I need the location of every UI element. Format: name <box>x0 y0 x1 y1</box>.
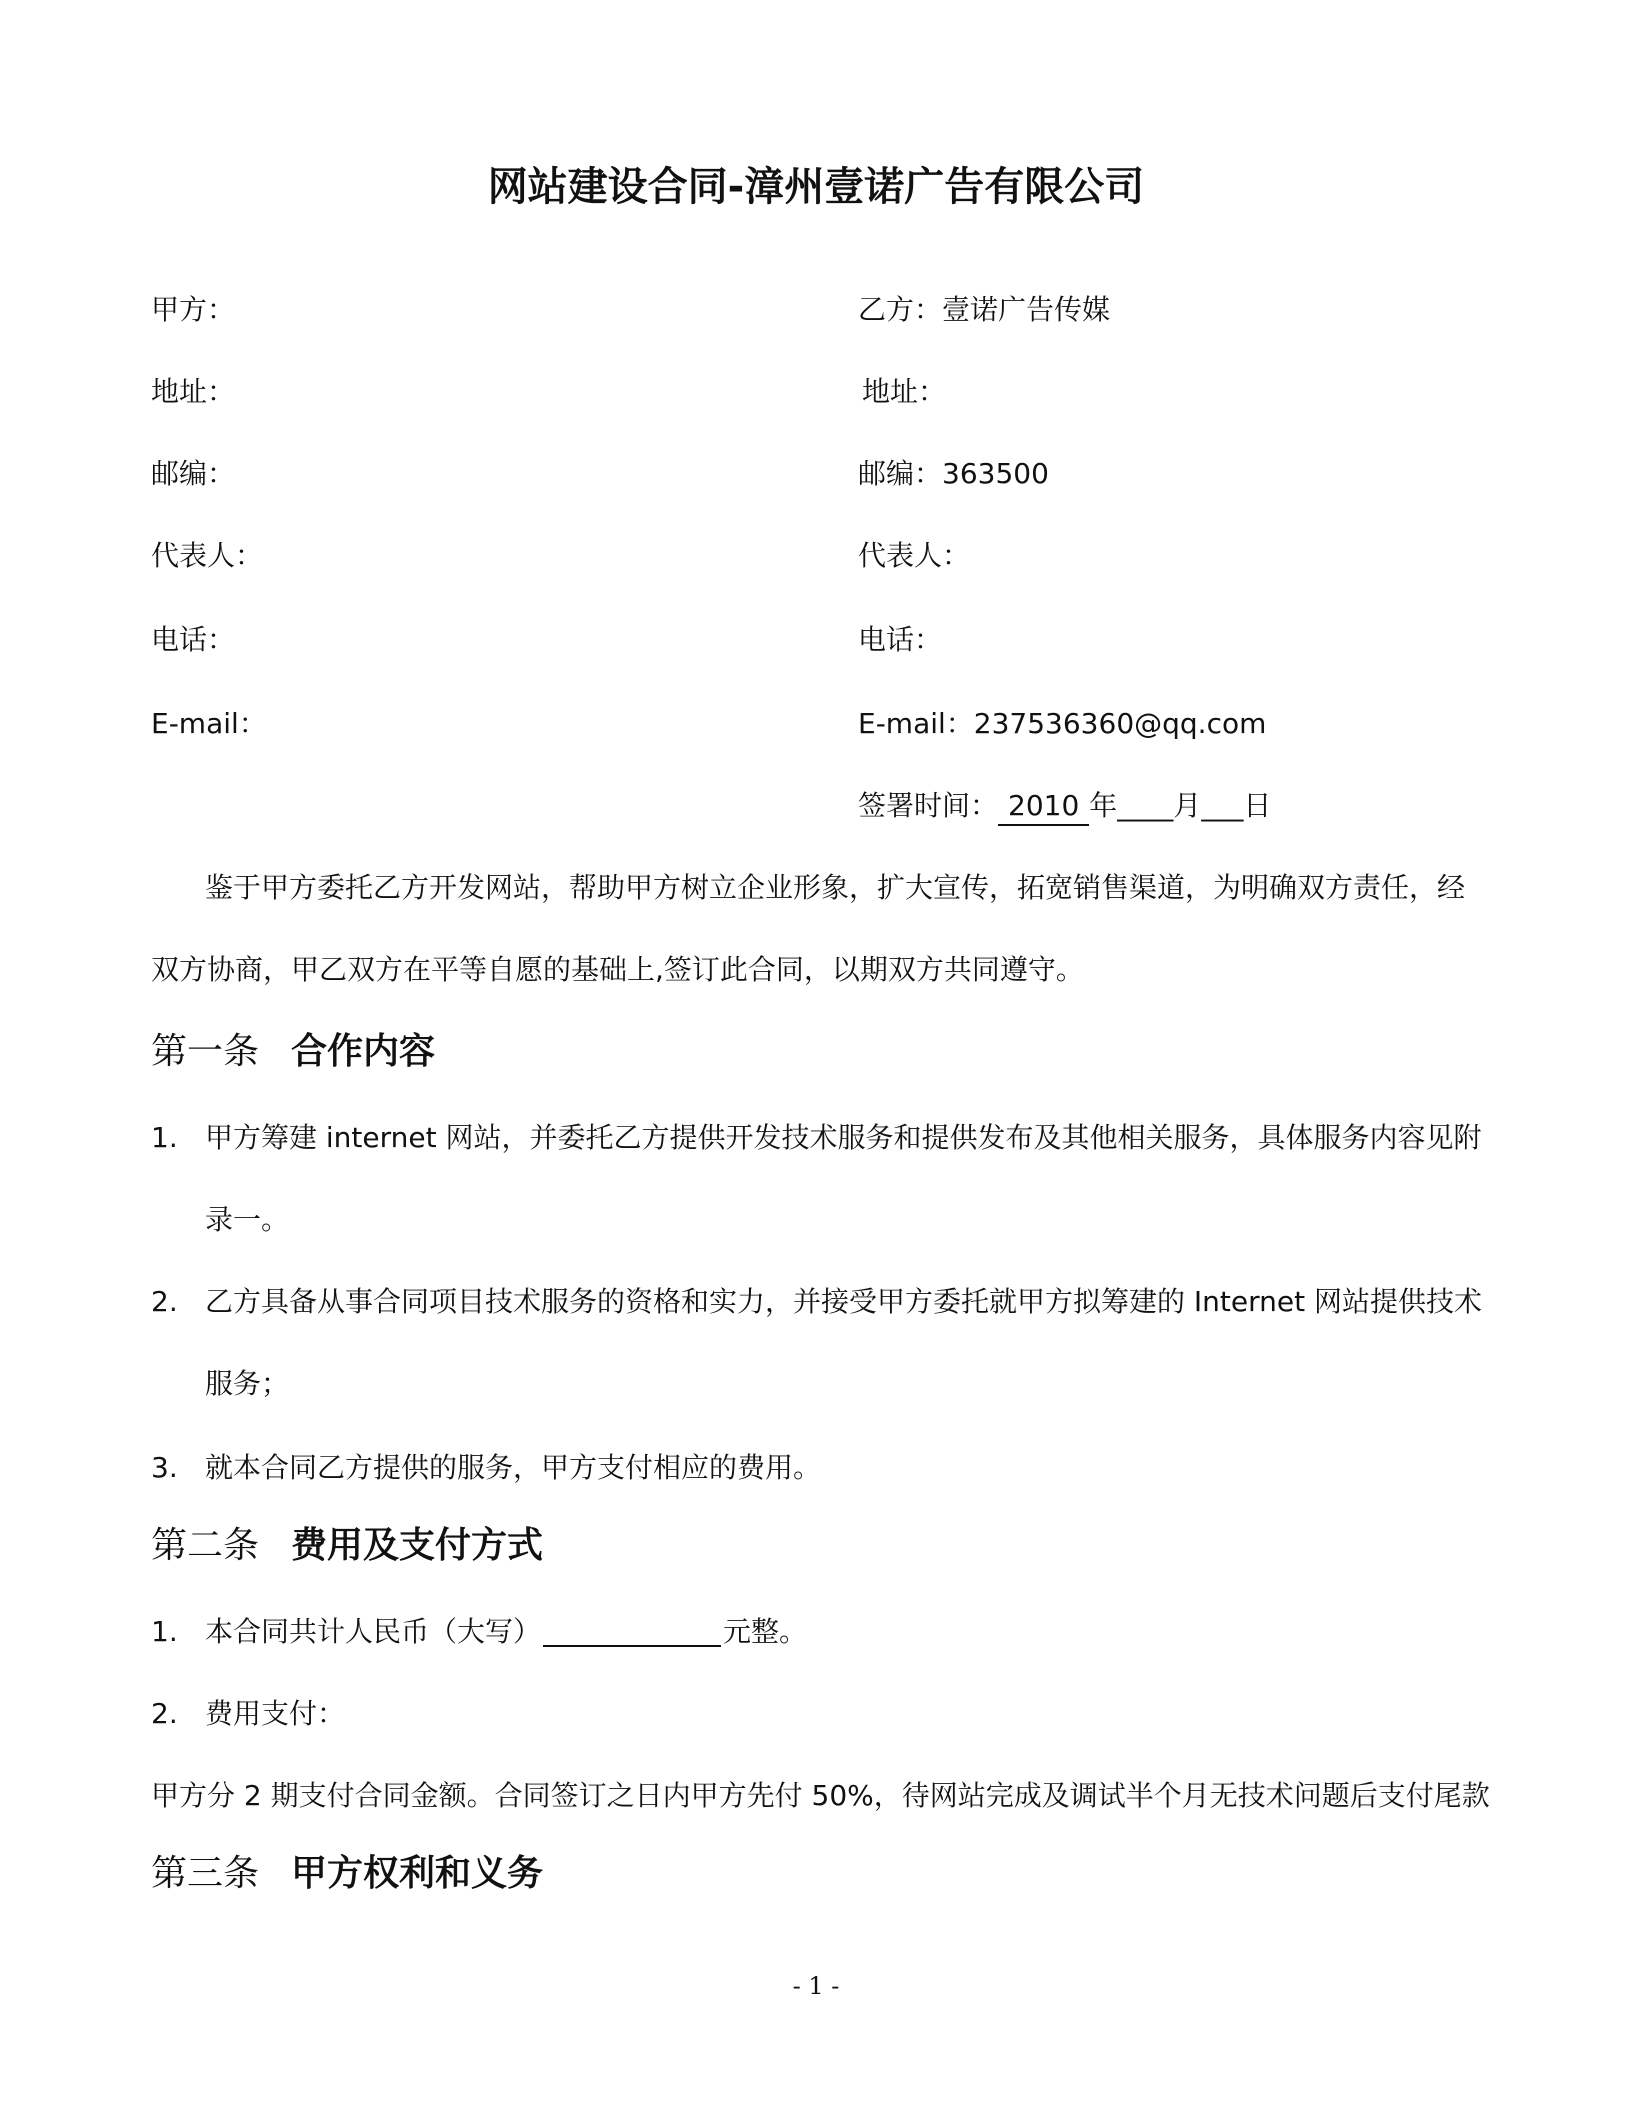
article-2-item-1-text: 本合同共计人民币（大写） <box>205 1615 542 1648</box>
article-1-item-2-line-2: 服务； <box>205 1367 290 1400</box>
signing-year-unit: 年 <box>1089 789 1118 822</box>
signing-date-line <box>858 788 1271 826</box>
article-2-item-2-text: 费用支付： <box>205 1697 346 1730</box>
party-b-email-label: E-mail： <box>858 707 974 740</box>
article-1-item-3-line-1: 就本合同乙方提供的服务，甲方支付相应的费用。 <box>205 1451 822 1484</box>
article-1-item-3-number: 3. <box>151 1451 178 1484</box>
party-a-label: 甲方： <box>151 293 236 326</box>
article-1-item-1-line-1: 甲方筹建 internet 网站，并委托乙方提供开发技术服务和提供发布及其他相关服务，具体服务内容见附 <box>205 1121 1482 1154</box>
article-2-item-1-suffix: 元整。 <box>723 1615 808 1648</box>
article-1-item-1-number: 1. <box>151 1121 178 1154</box>
party-b-address-label: 地址： <box>862 375 947 408</box>
article-1-item-2-line-1: 乙方具备从事合同项目技术服务的资格和实力，并接受甲方委托就甲方拟筹建的 Internet 网站提供技术 <box>205 1285 1482 1318</box>
signing-day-unit: 日 <box>1243 789 1272 822</box>
party-b-email: 237536360@qq.com <box>973 707 1267 740</box>
party-b-name-line <box>858 292 1110 328</box>
article-2-name: 费用及支付方式 <box>291 1525 544 1566</box>
party-b-label: 乙方： <box>858 293 943 326</box>
signing-month-blank: ____ <box>1117 789 1174 822</box>
party-a-phone-label: 电话： <box>151 623 236 656</box>
party-b-phone-label: 电话： <box>858 623 943 656</box>
signing-year: 2010 <box>998 788 1089 826</box>
article-3-heading <box>151 1852 543 1896</box>
article-1-heading <box>151 1030 435 1074</box>
article-1-name: 合作内容 <box>291 1031 436 1072</box>
intro-line-2: 双方协商，甲乙双方在平等自愿的基础上,签订此合同，以期双方共同遵守。 <box>151 953 1084 986</box>
signing-month-unit: 月 <box>1173 789 1202 822</box>
party-b-name: 壹诺广告传媒 <box>942 293 1111 326</box>
party-b-postcode-line <box>858 456 1049 492</box>
article-2-item-1-number: 1. <box>151 1615 178 1648</box>
party-b-postcode-label: 邮编： <box>858 457 943 490</box>
article-2-item-2-number: 2. <box>151 1697 178 1730</box>
party-a-rep-label: 代表人： <box>151 539 264 572</box>
article-1-item-1-line-2: 录一。 <box>205 1203 290 1236</box>
intro-line-1: 鉴于甲方委托乙方开发网站，帮助甲方树立企业形象，扩大宣传，拓宽销售渠道，为明确双方责任，经 <box>205 871 1466 904</box>
article-3-number: 第三条 <box>151 1853 260 1894</box>
party-a-email-label: E-mail： <box>151 707 267 740</box>
party-b-rep-label: 代表人： <box>858 539 971 572</box>
article-3-name: 甲方权利和义务 <box>291 1853 544 1894</box>
party-a-address-label: 地址： <box>151 375 236 408</box>
party-b-email-line <box>858 706 1266 742</box>
article-1-number: 第一条 <box>151 1031 260 1072</box>
article-2-number: 第二条 <box>151 1525 260 1566</box>
signing-day-blank: ___ <box>1201 789 1244 822</box>
party-a-postcode-label: 邮编： <box>151 457 236 490</box>
party-b-postcode: 363500 <box>942 457 1049 490</box>
amount-blank-line <box>543 1615 721 1647</box>
article-1-item-2-number: 2. <box>151 1285 178 1318</box>
contract-title: 网站建设合同-漳州壹诺广告有限公司 <box>487 164 1145 210</box>
page-number: - 1 - <box>792 1972 840 2000</box>
signing-date-label: 签署时间： <box>858 789 999 822</box>
payment-terms: 甲方分 2 期支付合同金额。合同签订之日内甲方先付 50%，待网站完成及调试半个月无技术问题后支付尾款 <box>151 1779 1490 1812</box>
article-2-heading <box>151 1524 543 1568</box>
article-2-item-1 <box>205 1614 807 1650</box>
